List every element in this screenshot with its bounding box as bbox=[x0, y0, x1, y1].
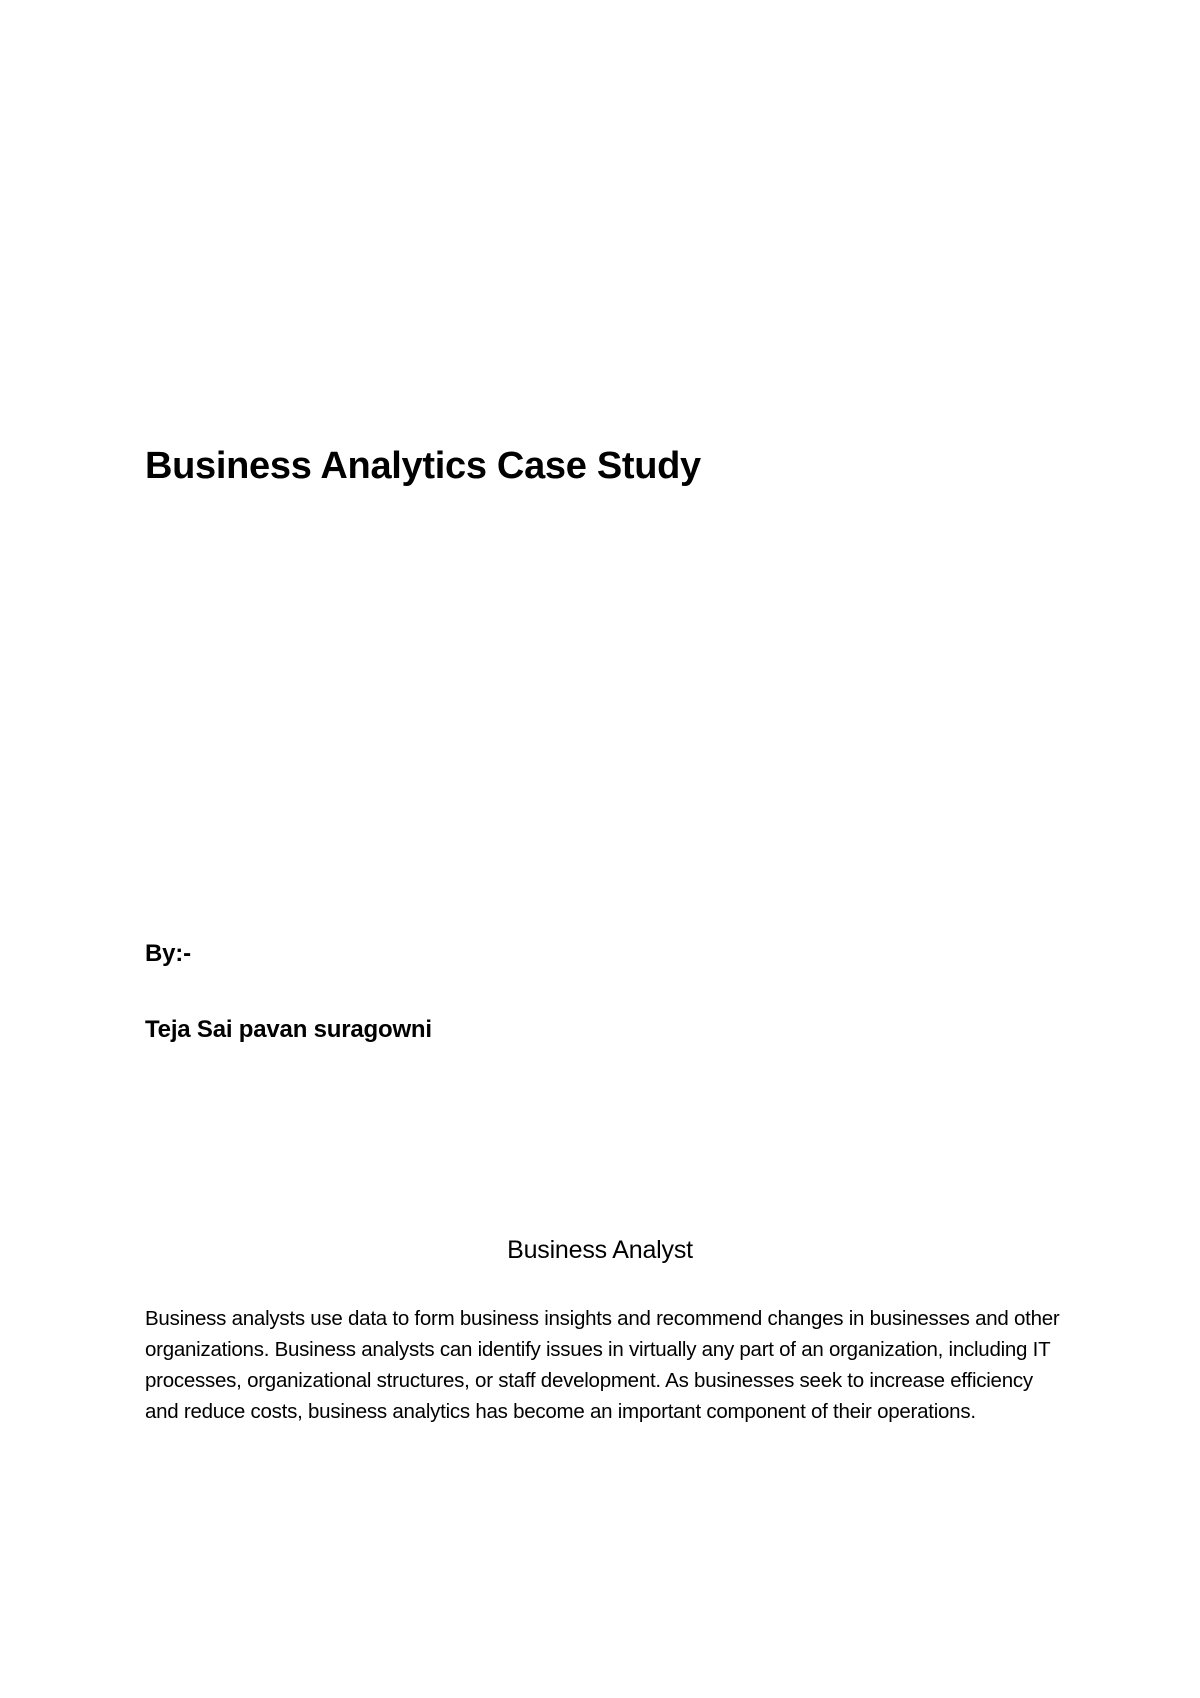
author-name: Teja Sai pavan suragowni bbox=[145, 1016, 432, 1043]
section-heading: Business Analyst bbox=[507, 1236, 693, 1264]
section-paragraph: Business analysts use data to form business insights and recommend changes in businesses and other organizations. Business analysts can identify issues in virtually any part of an organization, including IT processes, organizational structures, or staff development. As businesses seek to increase efficiency and reduce costs, business analytics has become an important component of their operations. bbox=[145, 1307, 1060, 1423]
byline-label: By:- bbox=[145, 940, 191, 967]
document-title: Business Analytics Case Study bbox=[145, 445, 701, 487]
